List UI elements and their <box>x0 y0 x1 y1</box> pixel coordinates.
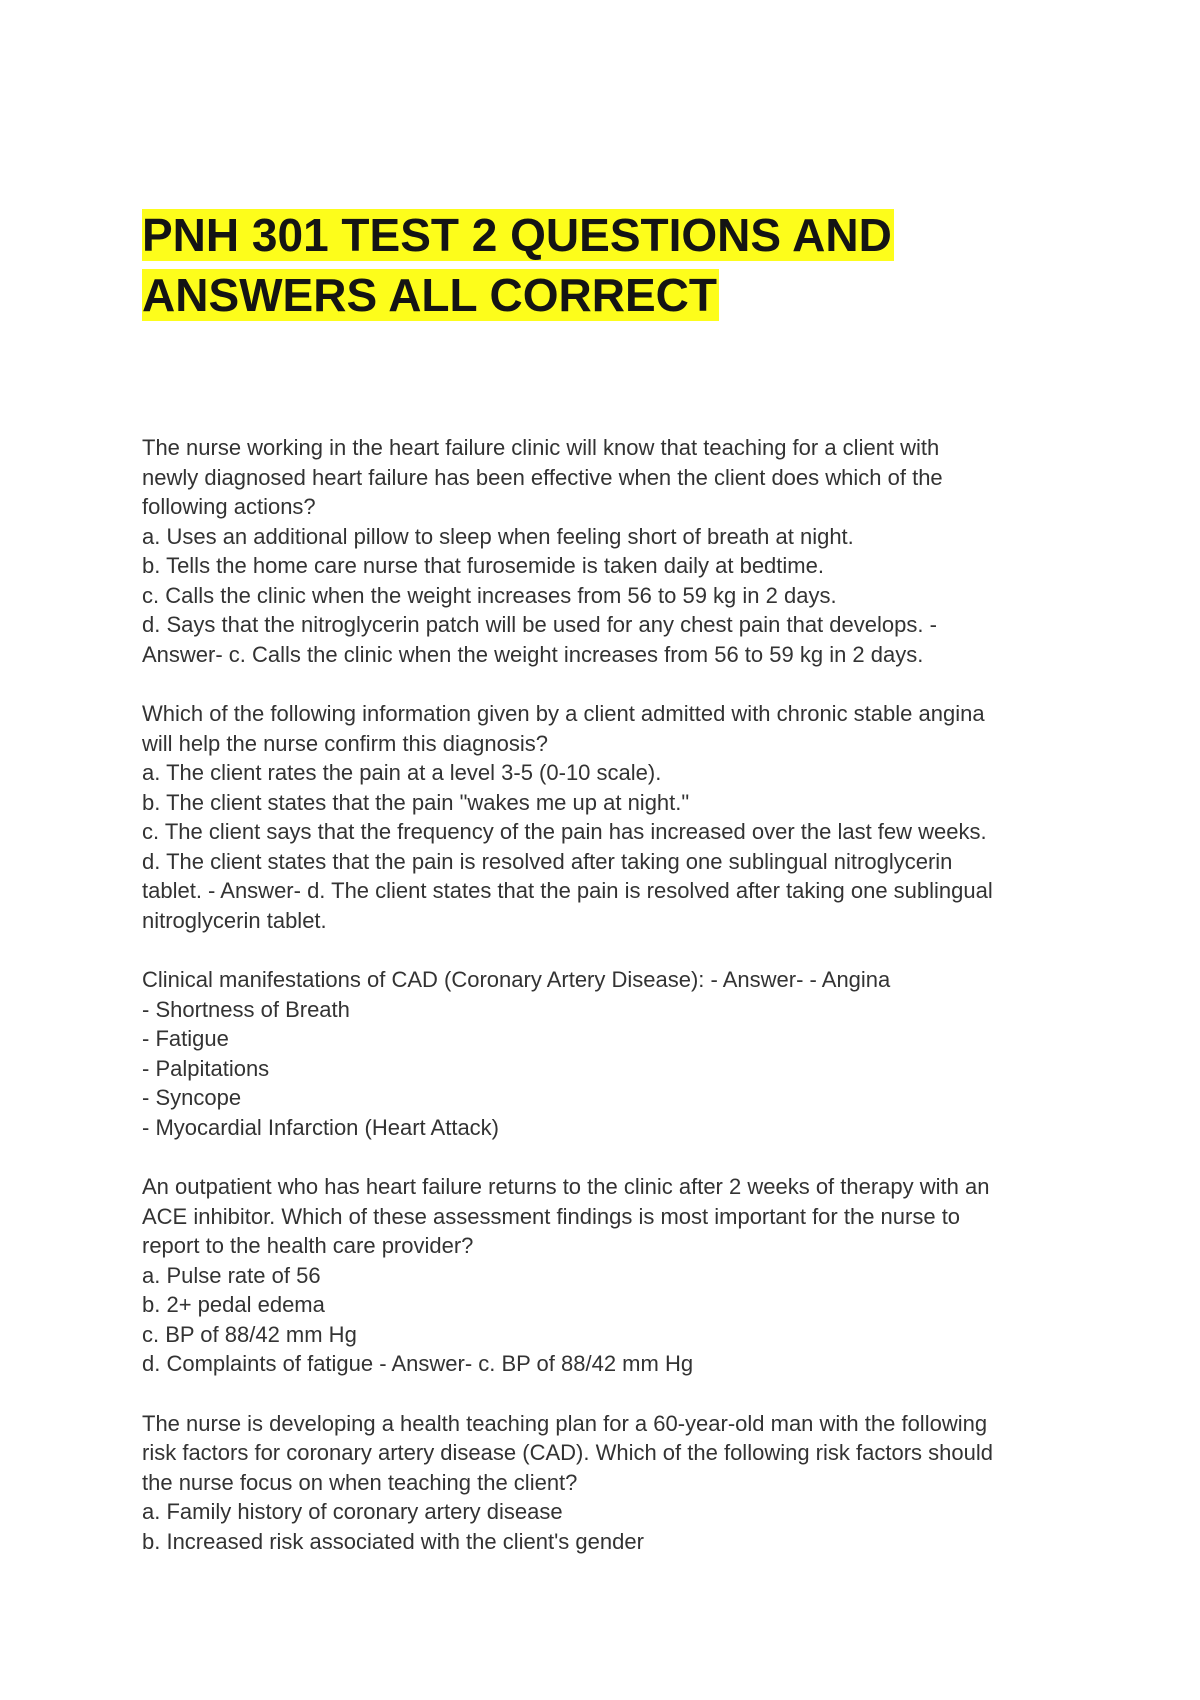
text-line: tablet. - Answer- d. The client states that the pain is resolved after taking one sublingual <box>142 878 993 903</box>
text-line: Answer- c. Calls the clinic when the weight increases from 56 to 59 kg in 2 days. <box>142 641 924 667</box>
text-line: - Syncope <box>142 1085 242 1110</box>
title-line <box>142 205 1072 265</box>
text-line: b. Tells the home care nurse that furosemide is taken daily at bedtime. <box>142 553 824 578</box>
text-line: a. Uses an additional pillow to sleep when feeling short of breath at night. <box>142 523 854 549</box>
title-highlight: ANSWERS ALL CORRECT <box>142 269 717 321</box>
question-block <box>142 699 1072 935</box>
text-line: The nurse is developing a health teaching plan for a 60-year-old man with the following <box>142 1410 988 1436</box>
document-content <box>142 433 1072 1556</box>
document-page <box>142 205 1072 1586</box>
text-line: - Palpitations <box>142 1055 270 1081</box>
text-line: The nurse working in the heart failure clinic will know that teaching for a client with <box>142 435 940 460</box>
question-block <box>142 965 1072 1142</box>
text-line: a. Pulse rate of 56 <box>142 1262 321 1288</box>
text-line: - Shortness of Breath <box>142 996 350 1022</box>
text-line: nitroglycerin tablet. <box>142 907 327 933</box>
title-highlight: PNH 301 TEST 2 QUESTIONS AND <box>142 209 892 261</box>
text-line: ACE inhibitor. Which of these assessment findings is most important for the nurse to <box>142 1203 961 1229</box>
text-line: c. BP of 88/42 mm Hg <box>142 1321 357 1347</box>
text-line: following actions? <box>142 494 316 519</box>
text-line: a. Family history of coronary artery disease <box>142 1499 563 1524</box>
text-line: newly diagnosed heart failure has been effective when the client does which of the <box>142 464 943 490</box>
text-line: d. Complaints of fatigue - Answer- c. BP of 88/42 mm Hg <box>142 1351 694 1376</box>
text-line: Which of the following information given by a client admitted with chronic stable angina <box>142 701 985 726</box>
text-line: - Myocardial Infarction (Heart Attack) <box>142 1114 500 1140</box>
question-block <box>142 433 1072 669</box>
text-line: c. The client says that the frequency of the pain has increased over the last few weeks. <box>142 819 987 844</box>
text-line: - Fatigue <box>142 1026 229 1051</box>
text-line: An outpatient who has heart failure returns to the clinic after 2 weeks of therapy with an <box>142 1174 990 1199</box>
question-block <box>142 1409 1072 1557</box>
text-line: risk factors for coronary artery disease (CAD). Which of the following risk factors should <box>142 1440 993 1465</box>
text-line: Clinical manifestations of CAD (Coronary Artery Disease): - Answer- - Angina <box>142 967 891 992</box>
text-line: b. Increased risk associated with the client's gender <box>142 1528 644 1554</box>
text-line: b. The client states that the pain "wakes me up at night." <box>142 789 690 815</box>
text-line: report to the health care provider? <box>142 1233 474 1258</box>
document-title <box>142 205 1072 325</box>
text-line: b. 2+ pedal edema <box>142 1292 325 1317</box>
text-line: the nurse focus on when teaching the client? <box>142 1469 578 1495</box>
text-line: a. The client rates the pain at a level 3-5 (0-10 scale). <box>142 760 662 785</box>
text-line: c. Calls the clinic when the weight increases from 56 to 59 kg in 2 days. <box>142 582 837 608</box>
title-line <box>142 265 1072 325</box>
text-line: d. Says that the nitroglycerin patch will be used for any chest pain that develops. - <box>142 612 937 637</box>
question-block <box>142 1172 1072 1379</box>
text-line: d. The client states that the pain is resolved after taking one sublingual nitroglycerin <box>142 848 953 874</box>
text-line: will help the nurse confirm this diagnosis? <box>142 730 548 756</box>
